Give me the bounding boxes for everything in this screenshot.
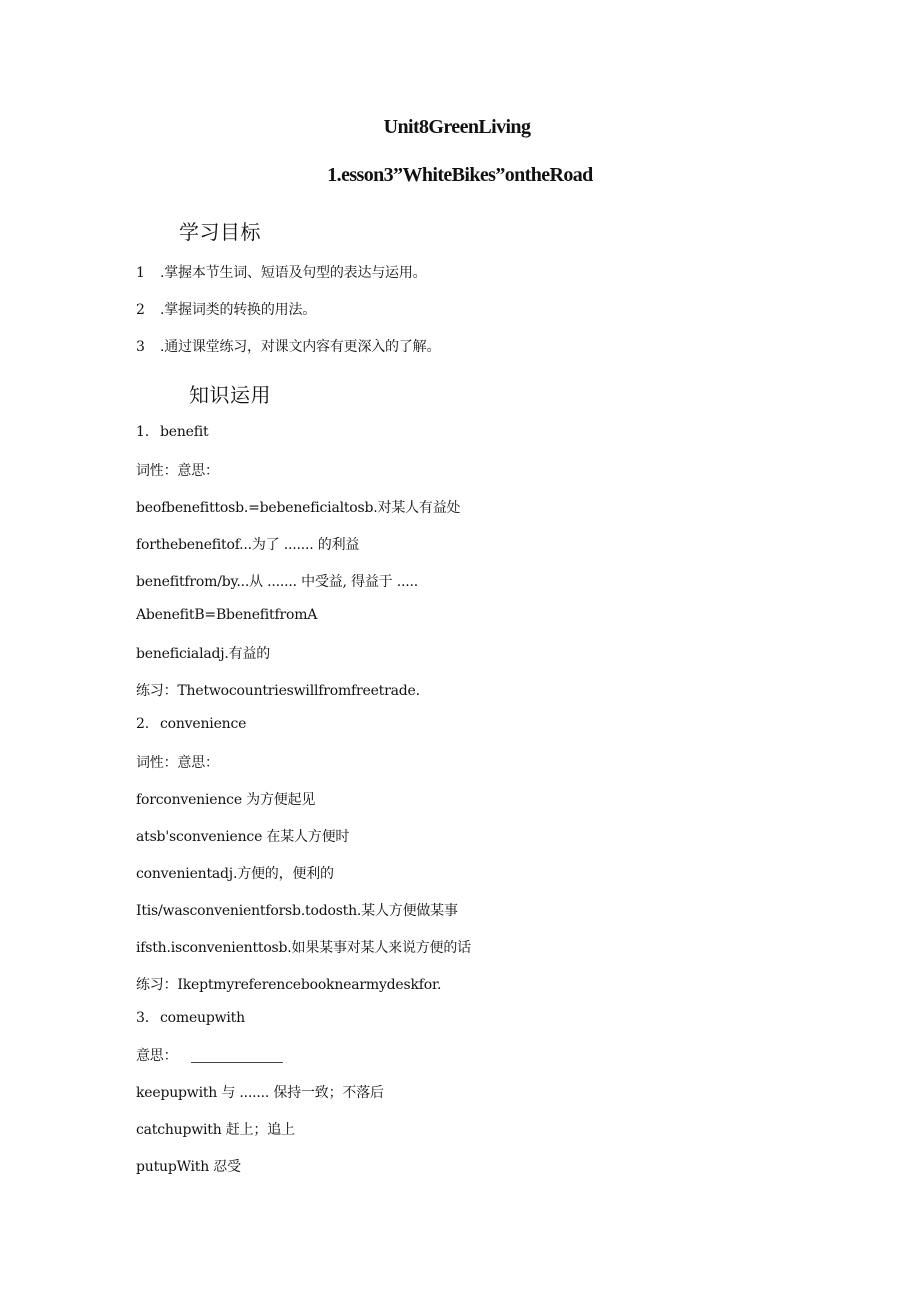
vocab-item-heading: 1. benefit	[136, 424, 209, 440]
objective-item: 1 .掌握本节生词、短语及句型的表达与运用。	[136, 265, 427, 281]
vocab-line: 词性：意思：	[136, 463, 219, 479]
exercise-line: 练习：Thetwocountrieswillfromfreetrade.	[136, 683, 420, 699]
exercise-line: 练习：Ikeptmyreferencebooknearmydeskfor.	[136, 977, 442, 993]
vocab-item-heading: 3. comeupwith	[136, 1010, 245, 1026]
vocab-line: AbenefitB=BbenefitfromA	[136, 607, 318, 623]
meaning-line: 意思：	[136, 1045, 283, 1065]
vocab-item-heading: 2. convenience	[136, 716, 247, 732]
vocab-line: keepupwith 与 ....... 保持一致；不落后	[136, 1085, 384, 1101]
section-heading-objectives: 学习目标	[179, 220, 261, 244]
vocab-line: benefitfrom/by...从 ....... 中受益, 得益于 .....	[136, 574, 418, 590]
vocab-line: atsb'sconvenience 在某人方便时	[136, 829, 350, 845]
document-title: Unit8GreenLiving	[383, 116, 531, 138]
vocab-line: forthebenefitof...为了 ....... 的利益	[136, 537, 360, 553]
vocab-line: putupWith 忍受	[136, 1159, 241, 1175]
vocab-line: forconvenience 为方便起见	[136, 792, 316, 808]
section-heading-knowledge: 知识运用	[189, 383, 271, 407]
objective-item: 3 .通过课堂练习，对课文内容有更深入的了解。	[136, 339, 441, 355]
vocab-line: ifsth.isconvenienttosb.如果某事对某人来说方便的话	[136, 940, 471, 956]
vocab-line: beneficialadj.有益的	[136, 646, 271, 662]
objective-item: 2 .掌握词类的转换的用法。	[136, 302, 317, 318]
vocab-line: 词性：意思：	[136, 755, 219, 771]
vocab-line: catchupwith 赶上；追上	[136, 1122, 295, 1138]
vocab-line: Itis/wasconvenientforsb.todosth.某人方便做某事	[136, 903, 458, 919]
vocab-line: beofbenefittosb.=bebeneficialtosb.对某人有益处	[136, 500, 461, 516]
vocab-line: convenientadj.方便的，便利的	[136, 866, 334, 882]
lesson-title: 1.esson3”WhiteBikes”ontheRoad	[327, 164, 593, 186]
answer-blank	[191, 1050, 283, 1063]
